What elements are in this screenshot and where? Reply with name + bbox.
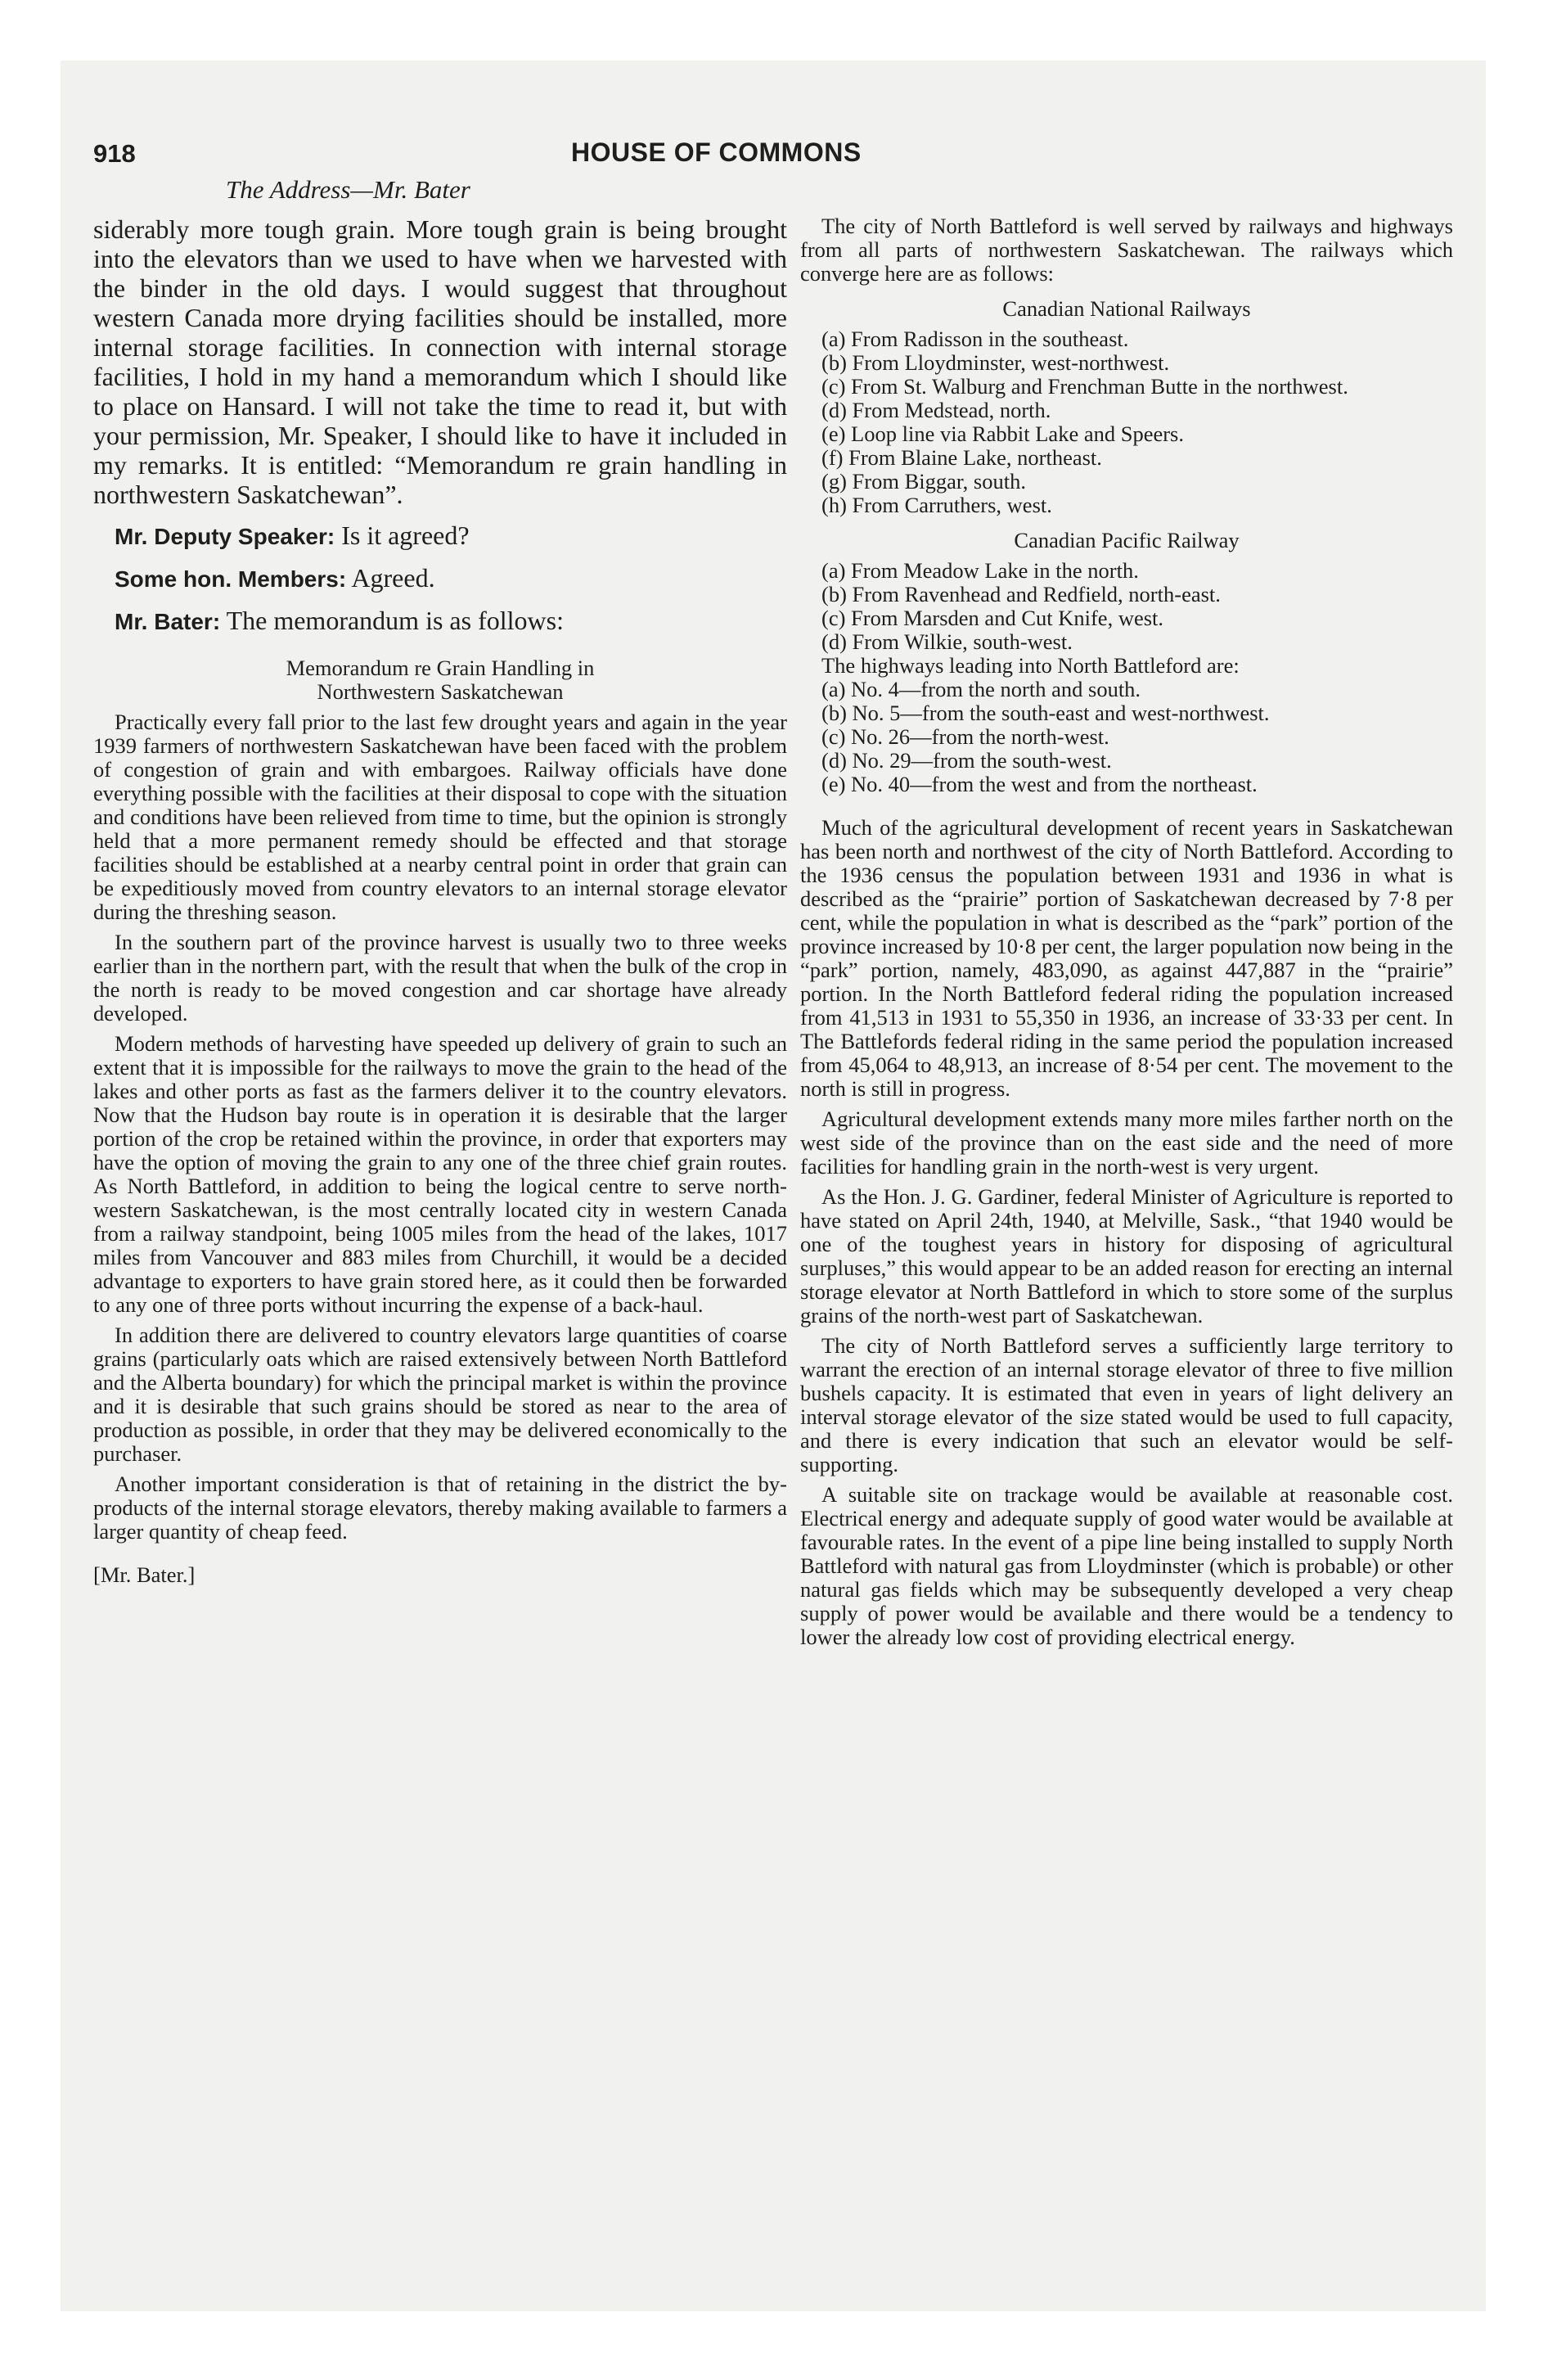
list-item: (h) From Carruthers, west. bbox=[821, 493, 1052, 517]
list-item: (d) From Wilkie, south-west. bbox=[821, 629, 1073, 654]
publication-title: HOUSE OF COMMONS bbox=[571, 137, 862, 167]
memo-paragraph: Modern methods of harvesting have speeded up delivery of grain to such an extent that it is impossible for the railways to move the grain to the head of the lakes and other ports as fast as the farmers deliver it to the country elevators. Now that the Hudson bay route is in operation it is desirable that the larger portion of the crop be retained within the province, in order that exporters may have the option of moving the grain to any one of the three chief grain routes. As North Battleford, in addition to being the logical centre to serve north-western Saskatchewan, is the most centrally located city in western Canada from a railway standpoint, being 1005 miles from the head of the lakes, 1017 miles from Vancouver and 883 miles from Churchill, it would be a decided advantage to exporters to have grain stored here, as it could then be forwarded to any one of three ports without incurring the expense of a back-haul. bbox=[93, 1031, 787, 1317]
list-item: (b) No. 5—from the south-east and west-northwest. bbox=[821, 701, 1270, 725]
memo-paragraph: Agricultural development extends many more miles farther north on the west side of the province than on the east side and the need of more facilities for handling grain in the north-west is very urgent. bbox=[800, 1107, 1453, 1179]
memo-paragraph: Much of the agricultural development of recent years in Saskatchewan has been north and northwest of the city of North Battleford. According to the 1936 census the population between 1931 and 1936 in what is described as the “prairie” portion of Saskatchewan decreased by 7·8 per cent, while the population in what is described as the “park” portion of the province increased by 10·8 per cent, the larger population now being in the “park” portion, namely, 483,090, as against 447,887 in the “prairie” portion. In the North Battleford federal riding the population increased from 41,513 in 1931 to 55,350 in 1936, an increase of 33·33 per cent. In The Battlefords federal riding in the same period the population increased from 45,064 to 48,913, an increase of 8·54 per cent. The movement to the north is still in progress. bbox=[800, 815, 1453, 1101]
highway-list bbox=[800, 678, 1453, 796]
memo-title-line: Northwestern Saskatchewan bbox=[317, 679, 564, 704]
list-item: (a) From Radisson in the southeast. bbox=[821, 327, 1129, 351]
running-subhead: The Address—Mr. Bater bbox=[226, 175, 470, 204]
list-item: (f) From Blaine Lake, northeast. bbox=[821, 445, 1102, 470]
memo-paragraph: A suitable site on trackage would be available at reasonable cost. Electrical energy and adequate supply of good water would be available at favourable rates. In the event of a pipe line being installed to supply North Battleford with natural gas from Lloydminster (which is probable) or other natural gas fields which may be subsequently developed a very cheap supply of power would be available and there would be a tendency to lower the already low cost of providing electrical energy. bbox=[800, 1482, 1453, 1649]
speech-text: Is it agreed? bbox=[341, 521, 470, 550]
list-item: (b) From Ravenhead and Redfield, north-east. bbox=[821, 582, 1221, 606]
memo-paragraph: The city of North Battleford serves a sufficiently large territory to warrant the erection of an internal storage elevator of three to five million bushels capacity. It is estimated that even in years of light delivery an interval storage elevator of the size stated would be used to full capacity, and there is every indication that such an elevator would be self-supporting. bbox=[800, 1333, 1453, 1476]
section-heading: Canadian Pacific Railway bbox=[1014, 528, 1240, 552]
list-item: (d) No. 29—from the south-west. bbox=[821, 748, 1112, 773]
list-item: (a) No. 4—from the north and south. bbox=[821, 677, 1141, 701]
highways-intro: The highways leading into North Battleford are: bbox=[821, 653, 1240, 678]
speaker-name: Some hon. Members: bbox=[115, 566, 347, 592]
page-number: 918 bbox=[93, 139, 136, 168]
speaker-name: Mr. Bater: bbox=[115, 609, 221, 634]
list-item: (c) From Marsden and Cut Knife, west. bbox=[821, 606, 1164, 630]
cpr-list bbox=[800, 559, 1453, 654]
speech-exchange bbox=[93, 521, 787, 552]
scanned-page bbox=[61, 61, 1486, 2311]
speech-text: The memorandum is as follows: bbox=[226, 606, 564, 635]
list-item: (b) From Lloydminster, west-northwest. bbox=[821, 350, 1170, 375]
memo-title-line: Memorandum re Grain Handling in bbox=[286, 656, 595, 680]
speech-exchange bbox=[93, 606, 787, 637]
list-item: (c) From St. Walburg and Frenchman Butte in the northwest. bbox=[821, 374, 1348, 399]
list-item: (e) Loop line via Rabbit Lake and Speers. bbox=[821, 421, 1184, 446]
list-item: (c) No. 26—from the north-west. bbox=[821, 724, 1109, 749]
speech-text: Agreed. bbox=[351, 563, 435, 593]
speech-paragraph: siderably more tough grain. More tough grain is being brought into the elevators than we used to have when we harvested with the binder in the old days. I would suggest that throughout western Canada more drying facilities should be installed, more internal storage facilities. In connection with internal storage facilities, I hold in my hand a memorandum which I should like to place on Hansard. I will not take the time to read it, but with your permission, Mr. Speaker, I should like to have it included in my remarks. It is entitled: “Memorandum re grain handling in northwestern Saskatchewan”. bbox=[93, 214, 787, 509]
speech-exchange bbox=[93, 563, 787, 594]
right-column bbox=[800, 214, 1453, 1649]
list-item: (g) From Biggar, south. bbox=[821, 469, 1026, 494]
left-column bbox=[93, 214, 787, 1587]
memo-paragraph: In addition there are delivered to country elevators large quantities of coarse grains (particularly oats which are raised extensively between North Battleford and the Alberta boundary) for which the principal market is within the province and it is desirable that such grains should be stored as near to the area of production as possible, in order that they may be delivered economically to the purchaser. bbox=[93, 1323, 787, 1466]
memo-paragraph: Another important consideration is that of retaining in the district the by-products of the internal storage elevators, thereby making available to farmers a larger quantity of cheap feed. bbox=[93, 1472, 787, 1544]
memo-paragraph: The city of North Battleford is well served by railways and highways from all parts of northwestern Saskatchewan. The railways which converge here are as follows: bbox=[800, 214, 1453, 286]
section-heading: Canadian National Railways bbox=[1002, 296, 1251, 321]
list-item: (e) No. 40—from the west and from the northeast. bbox=[821, 772, 1258, 796]
cnr-list bbox=[800, 327, 1453, 517]
list-item: (d) From Medstead, north. bbox=[821, 398, 1051, 422]
memo-paragraph: In the southern part of the province harvest is usually two to three weeks earlier than in the northern part, with the result that when the bulk of the crop in the north is ready to be moved congestion and car shortage have already developed. bbox=[93, 930, 787, 1025]
page-footer: [Mr. Bater.] bbox=[93, 1562, 196, 1587]
speaker-name: Mr. Deputy Speaker: bbox=[115, 524, 335, 549]
memo-paragraph: Practically every fall prior to the last few drought years and again in the year 1939 farmers of northwestern Saskatchewan have been faced with the problem of congestion of grain and with embargoes. Railway officials have done everything possible with the facilities at their disposal to cope with the situation and conditions have been relieved from time to time, but the opinion is strongly held that a more permanent remedy should be effected and that storage facilities should be established at a nearby central point in order that grain can be expeditiously moved from country elevators to an internal storage elevator during the threshing season. bbox=[93, 710, 787, 924]
list-item: (a) From Meadow Lake in the north. bbox=[821, 558, 1139, 583]
memo-paragraph: As the Hon. J. G. Gardiner, federal Minister of Agriculture is reported to have stated on April 24th, 1940, at Melville, Sask., “that 1940 would be one of the toughest years in history for disposing of agricultural surpluses,” this would appear to be an added reason for erecting an internal storage elevator at North Battleford in which to store some of the surplus grains of the north-west part of Saskatchewan. bbox=[800, 1184, 1453, 1327]
